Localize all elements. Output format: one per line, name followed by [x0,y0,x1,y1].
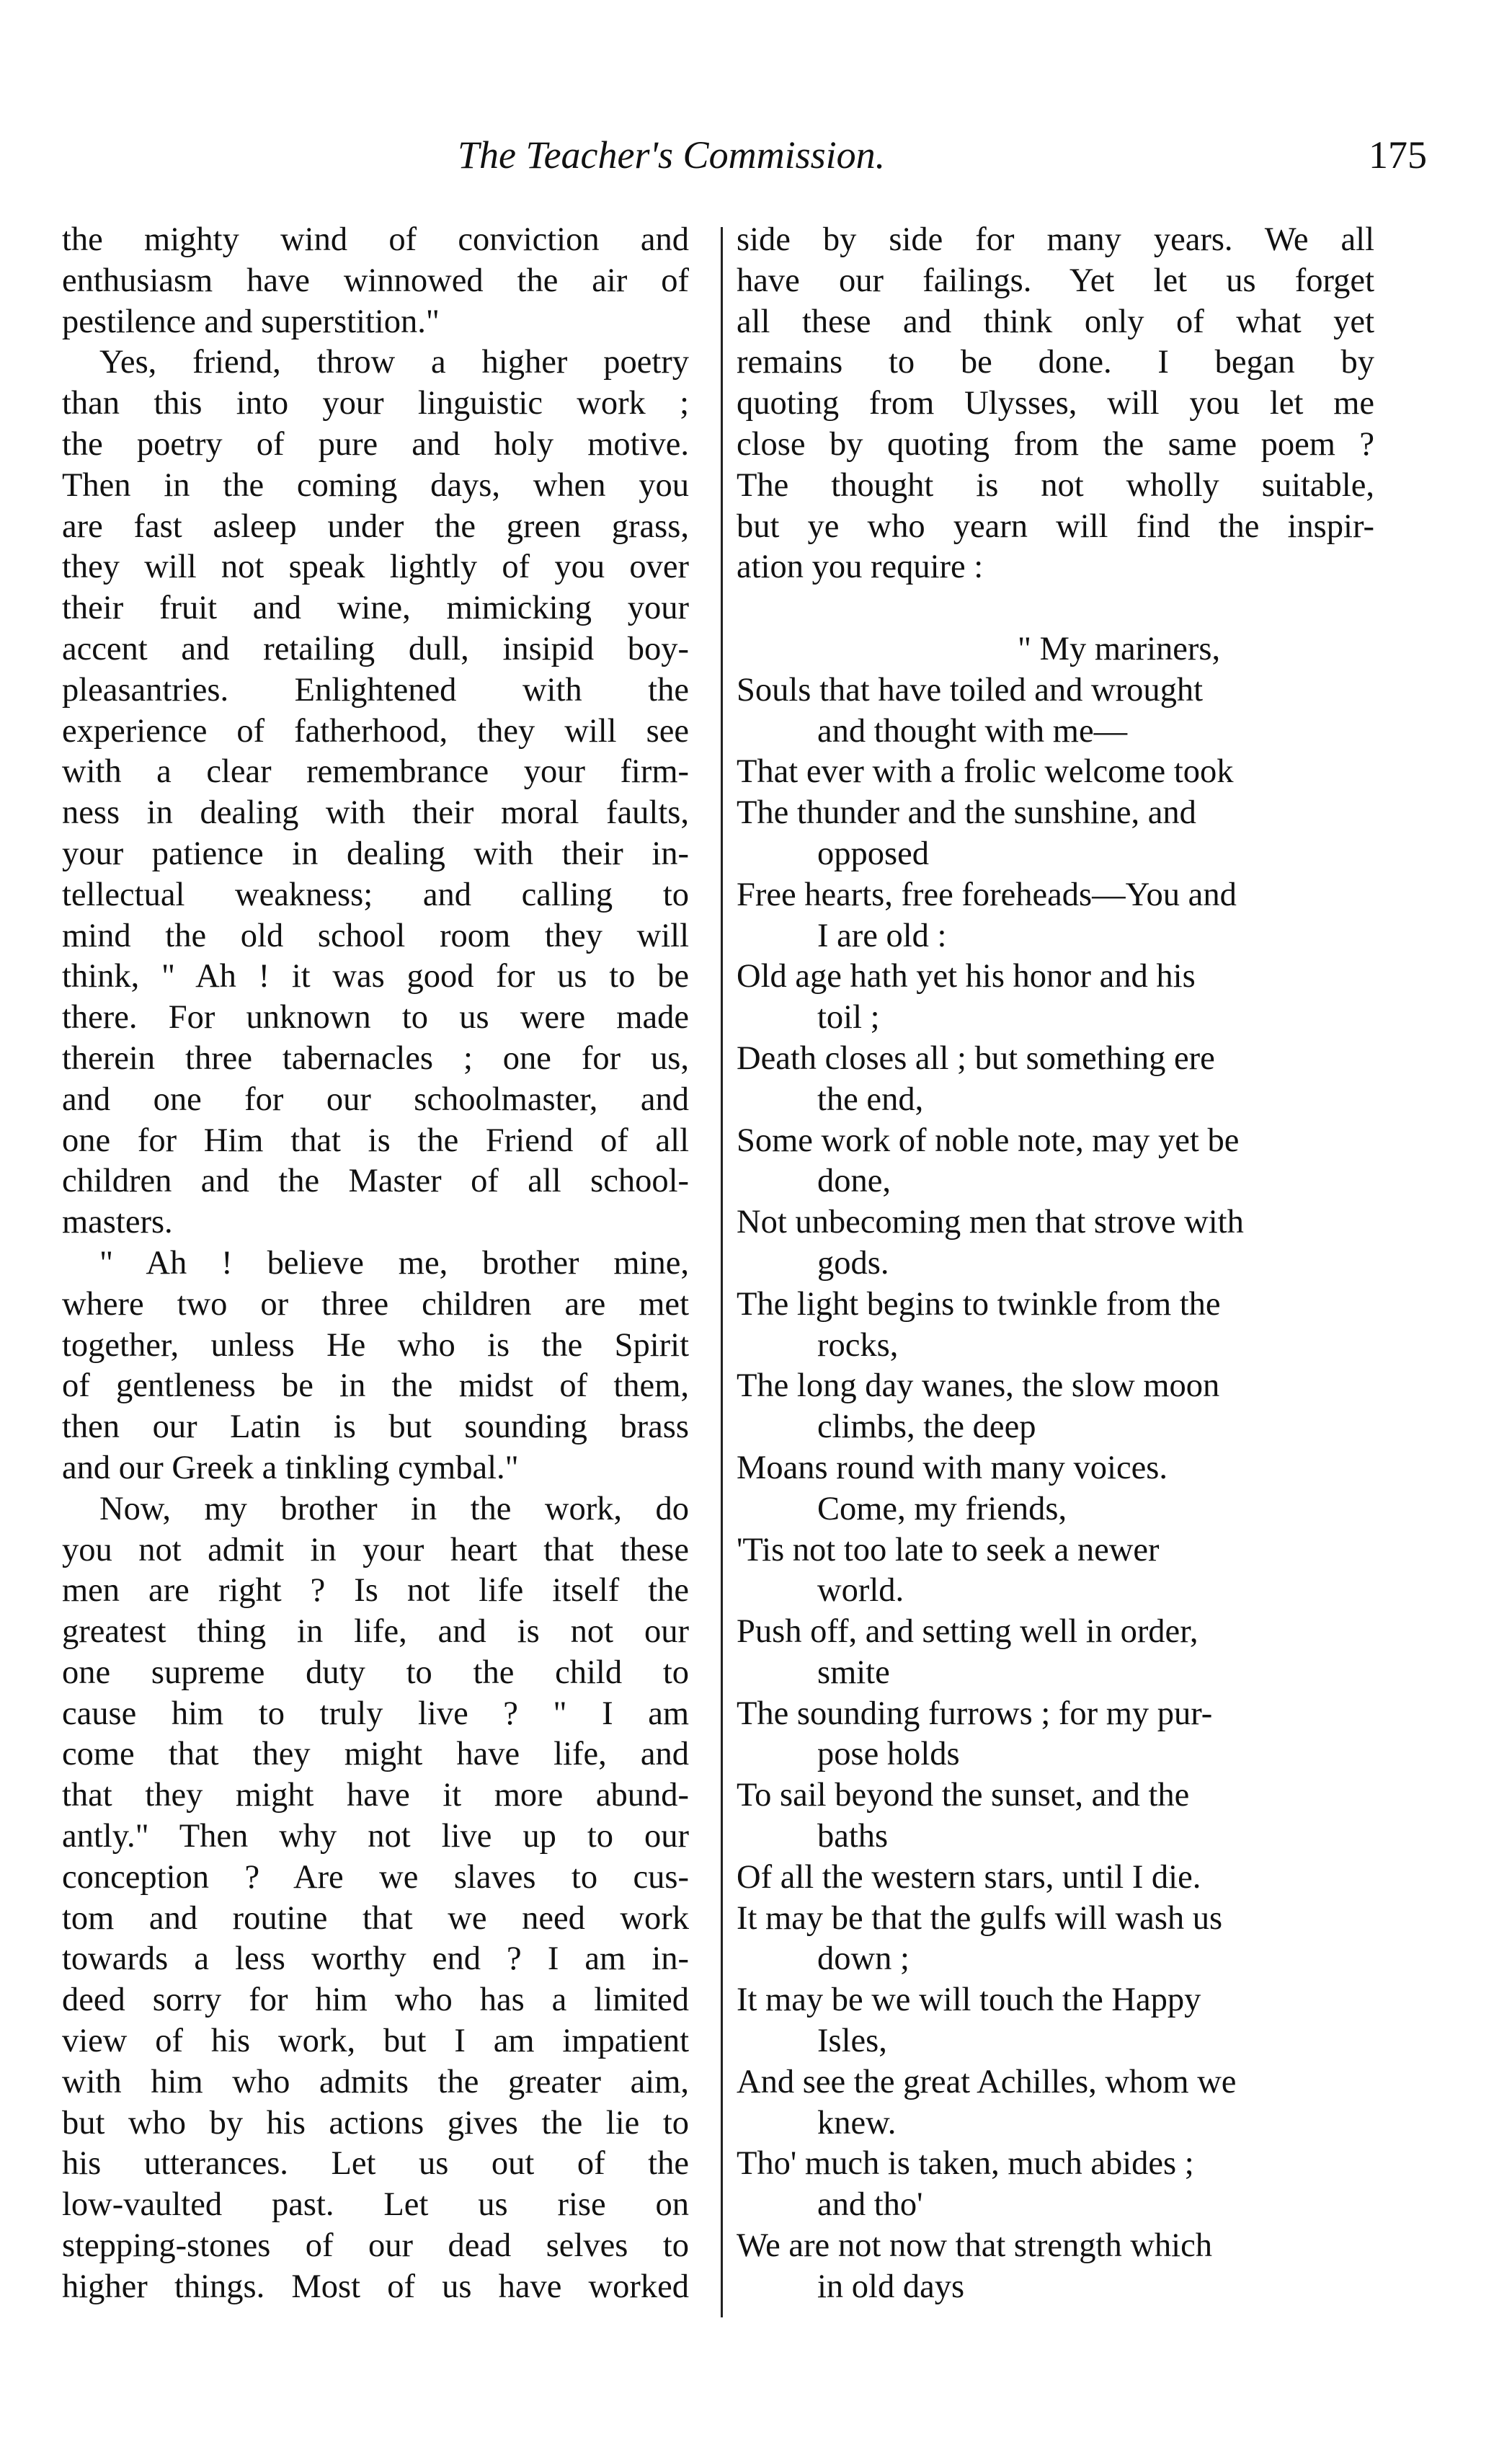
poem-line-continuation: opposed [817,835,929,872]
left-column-line: and one for our schoolmaster, and [62,1080,689,1118]
poem-line: Some work of noble note, may yet be [737,1122,1240,1159]
left-column [62,220,689,2308]
left-column-line: ness in dealing with their moral faults, [62,794,689,832]
right-column-line: close by quoting from the same poem ? [737,425,1374,463]
left-column-line: pleasantries. Enlightened with the [62,671,689,709]
poem-line: And see the great Achilles, whom we [737,2063,1237,2100]
left-column-line: and our Greek a tinkling cymbal." [62,1449,519,1486]
poem-line: The light begins to twinkle from the [737,1285,1221,1323]
left-column-line: his utterances. Let us out of the [62,2145,689,2183]
left-column-line: come that they might have life, and [62,1736,689,1773]
poem-line: Old age hath yet his honor and his [737,958,1196,995]
left-column-line: think, " Ah ! it was good for us to be [62,958,689,995]
left-column-line: you not admit in your heart that these [62,1531,689,1568]
left-column-line: Yes, friend, throw a higher poetry [99,344,689,381]
right-column-line: quoting from Ulysses, will you let me [737,385,1374,422]
left-column-line: then our Latin is but sounding brass [62,1408,689,1446]
poem-line: That ever with a frolic welcome took [737,753,1234,791]
column-divider [721,227,723,2317]
left-column-line: one supreme duty to the child to [62,1654,689,1691]
left-column-line: the mighty wind of conviction and [62,221,689,258]
left-column-line: " Ah ! believe me, brother mine, [99,1244,689,1282]
poem-line: Moans round with many voices. [737,1449,1168,1486]
left-column-line: accent and retailing dull, insipid boy- [62,630,689,667]
poem-line: Death closes all ; but something ere [737,1039,1215,1077]
left-column-line: antly." Then why not live up to our [62,1818,689,1855]
left-column-line: with a clear remembrance your firm- [62,753,689,791]
poem-line-continuation: rocks, [817,1326,899,1364]
left-column-line: men are right ? Is not life itself the [62,1572,689,1610]
left-column-line: Then in the coming days, when you [62,466,689,504]
poem-line: Of all the western stars, until I die. [737,1858,1201,1896]
poem-line-continuation: world. [817,1572,904,1610]
left-column-line: your patience in dealing with their in- [62,835,689,872]
left-column-line: experience of fatherhood, they will see [62,712,689,750]
left-column-line: stepping-stones of our dead selves to [62,2227,689,2265]
left-column-line: with him who admits the greater aim, [62,2063,689,2100]
poem-line: We are not now that strength which [737,2227,1212,2265]
poem-line-continuation: and thought with me— [817,712,1128,750]
left-column-line: cause him to truly live ? " I am [62,1695,689,1732]
left-column-line: mind the old school room they will [62,917,689,954]
right-column [737,220,1374,2308]
left-column-line: where two or three children are met [62,1285,689,1323]
left-column-line: low-vaulted past. Let us rise on [62,2186,689,2224]
left-column-line: higher things. Most of us have worked [62,2268,689,2305]
left-column-line: one for Him that is the Friend of all [62,1122,689,1159]
left-column-line: therein three tabernacles ; one for us, [62,1039,689,1077]
left-column-line: there. For unknown to us were made [62,999,689,1037]
left-column-line: Now, my brother in the work, do [99,1490,689,1527]
left-column-line: they will not speak lightly of you over [62,549,689,586]
poem-line: It may be we will touch the Happy [737,1982,1201,2019]
right-column-line: remains to be done. I began by [737,344,1374,381]
poem-line: It may be that the gulfs will wash us [737,1899,1223,1937]
poem-line-continuation: climbs, the deep [817,1408,1036,1446]
right-column-line: all these and think only of what yet [737,303,1374,340]
left-column-line: tellectual weakness; and calling to [62,876,689,913]
left-column-line: that they might have it more abund- [62,1777,689,1814]
left-column-line: greatest thing in life, and is not our [62,1613,689,1651]
page-header [65,126,1427,184]
left-column-line: masters. [62,1204,173,1241]
left-column-line: of gentleness be in the midst of them, [62,1367,689,1405]
poem-line-continuation: knew. [817,2104,897,2142]
poem-line-continuation: I are old : [817,917,947,954]
poem-line-continuation: down ; [817,1940,910,1978]
right-column-prose [737,220,1374,588]
poem-quotation [737,629,1374,2308]
poem-line: 'Tis not too late to seek a newer [737,1531,1160,1568]
left-column-line: the poetry of pure and holy motive. [62,425,689,463]
left-column-line: tom and routine that we need work [62,1899,689,1937]
poem-line: Free hearts, free foreheads—You and [737,876,1237,913]
poem-line: Not unbecoming men that strove with [737,1204,1244,1241]
left-column-line: towards a less worthy end ? I am in- [62,1940,689,1978]
right-column-line: side by side for many years. We all [737,221,1374,258]
poem-line-continuation: pose holds [817,1736,960,1773]
left-column-line: deed sorry for him who has a limited [62,1982,689,2019]
running-title: The Teacher's Commission. [458,133,886,177]
poem-line-continuation: toil ; [817,999,880,1037]
poem-line: The sounding furrows ; for my pur- [737,1695,1213,1732]
poem-line-continuation: smite [817,1654,890,1691]
poem-line-continuation: gods. [817,1244,889,1282]
right-column-line: have our failings. Yet let us forget [737,262,1374,299]
left-column-line: together, unless He who is the Spirit [62,1326,689,1364]
poem-line: The thunder and the sunshine, and [737,794,1196,832]
poem-line-continuation: Isles, [817,2023,887,2060]
left-column-line: enthusiasm have winnowed the air of [62,262,689,299]
poem-line: Push off, and setting well in order, [737,1613,1199,1651]
poem-line: To sail beyond the sunset, and the [737,1777,1190,1814]
poem-line-continuation: the end, [817,1080,924,1118]
page-number: 175 [1369,133,1427,177]
poem-line: Souls that have toiled and wrought [737,671,1204,709]
left-column-line: are fast asleep under the green grass, [62,507,689,545]
poem-line-continuation: in old days [817,2268,965,2305]
left-column-line: but who by his actions gives the lie to [62,2104,689,2142]
left-column-line: conception ? Are we slaves to cus- [62,1858,689,1896]
left-column-line: view of his work, but I am impatient [62,2023,689,2060]
poem-line-continuation: baths [817,1818,889,1855]
left-column-line: than this into your linguistic work ; [62,385,689,422]
poem-line-continuation: and tho' [817,2186,923,2224]
right-column-line: The thought is not wholly suitable, [737,466,1374,504]
left-column-line: pestilence and superstition." [62,303,440,340]
poem-line: The long day wanes, the slow moon [737,1367,1220,1405]
poem-line-continuation: done, [817,1163,891,1200]
left-column-line: children and the Master of all school- [62,1163,689,1200]
right-column-line: but ye who yearn will find the inspir- [737,507,1374,545]
right-column-line: ation you require : [737,549,984,586]
poem-line: Tho' much is taken, much abides ; [737,2145,1194,2183]
left-column-line: their fruit and wine, mimicking your [62,590,689,627]
poem-line-continuation: Come, my friends, [817,1490,1067,1527]
poem-opening-line: " My mariners, [1018,630,1221,667]
